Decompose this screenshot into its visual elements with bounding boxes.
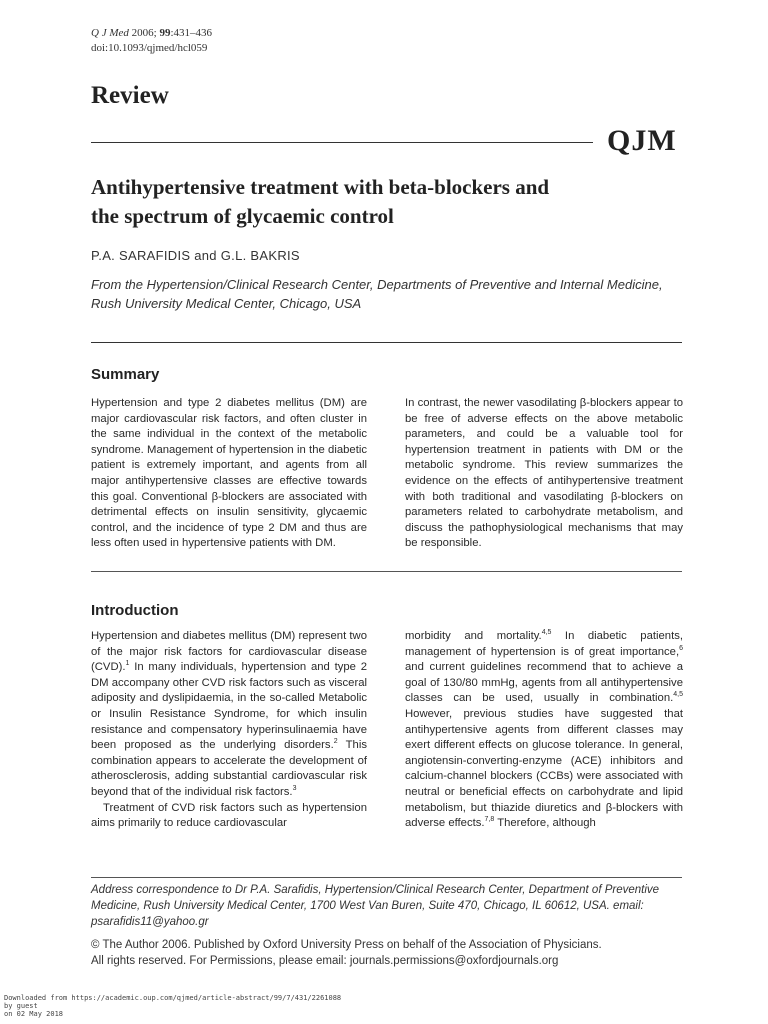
download-watermark [4, 994, 341, 1018]
text-run: This combination appears to accelerate the development of atherosclerosis, adding substantial cardiovascular risk beyond that of the individual risk factors. [91, 739, 368, 798]
journal-pages: :431–436 [170, 27, 212, 39]
citation-header [91, 26, 212, 56]
intro-paragraph-1 [91, 629, 367, 801]
journal-logo: QJM [607, 124, 677, 157]
download-line-3: on 02 May 2018 [4, 1010, 64, 1018]
citation-line [91, 26, 212, 41]
text-run: morbidity and mortality. [405, 630, 542, 642]
correspondence-address: Address correspondence to Dr P.A. Sarafidis, Hypertension/Clinical Research Center, Department of Preventive Medicine, Rush University Medical Center, 1700 West Van Buren, Suite 470, Chicago, IL 60612, USA. email: psarafidis11@yahoo.gr [91, 884, 660, 928]
affiliation [91, 275, 691, 313]
reference-marker: 3 [292, 784, 297, 792]
title-line-2: the spectrum of glycaemic control [91, 204, 394, 228]
reference-marker: 2 [333, 738, 338, 746]
text-run: and current guidelines recommend that to achieve a goal of 130/80 mmHg, agents from all antihypertensive classes can be used, usually in combination. [405, 661, 683, 705]
copyright-line-1: © The Author 2006. Published by Oxford University Press on behalf of the Association of Physicians. [91, 939, 602, 951]
intro-column-left [91, 629, 367, 832]
text-run: Therefore, although [494, 817, 596, 830]
affiliation-line-2: Rush University Medical Center, Chicago, USA [91, 296, 362, 311]
copyright-line-2: All rights reserved. For Permissions, please email: journals.permissions@oxfordjournals.org [91, 955, 559, 967]
doi: doi:10.1093/qjmed/hcl059 [91, 42, 208, 54]
authors: P.A. SARAFIDIS and G.L. BAKRIS [91, 248, 300, 263]
reference-marker: 1 [125, 660, 130, 668]
download-line-1: Downloaded from https://academic.oup.com/qjmed/article-abstract/99/7/431/2261088 [4, 994, 342, 1002]
intro-paragraph-3 [405, 629, 683, 832]
journal-name: Q J Med [91, 27, 129, 39]
summary-column-left [91, 396, 367, 552]
summary-column-right [405, 396, 683, 552]
download-line-2: by guest [4, 1002, 38, 1010]
article-title [91, 173, 691, 231]
summary-paragraph-2: In contrast, the newer vasodilating β-blockers appear to be free of adverse effects on the above metabolic parameters, and could be a valuable tool for hypertension treatment in patients with DM or the metabolic syndrome. This review summarizes the evidence on the effects of antihypertensive treatment with both traditional and vasodilating β-blockers on parameters related to carbohydrate metabolism, and discuss the pathophysiological mechanisms that may be responsible. [405, 397, 683, 550]
text-run: In diabetic patients, management of hypertension is of great importance, [405, 630, 684, 658]
reference-marker: 6 [679, 644, 683, 652]
text-run: In many individuals, hypertension and type 2 DM accompany other CVD risk factors such as visceral adiposity and dyslipidaemia, in the so-called Metabolic or Insulin Resistance Syndrome, for which insulin resistance and compensatory hyperinsulinaemia have been proposed as the underlying disorders. [91, 661, 367, 752]
summary-heading: Summary [91, 366, 160, 383]
journal-year: 2006; [131, 27, 157, 39]
reference-marker: 4,5 [541, 629, 552, 636]
intro-paragraph-2: Treatment of CVD risk factors such as hypertension aims primarily to reduce cardiovascular [91, 801, 367, 830]
header-rule [91, 142, 593, 143]
intro-column-right [405, 629, 683, 832]
summary-paragraph-1: Hypertension and type 2 diabetes mellitus (DM) are major cardiovascular risk factors, and often cluster in the same individual in the context of the metabolic syndrome. Management of hypertension in the diabetic patient is extremely important, and agents from all major antihypertensive classes are effective towards this goal. Conventional β-blockers are associated with detrimental effects on insulin sensitivity, glycaemic control, and the incidence of type 2 DM and thus are less often used in hypertensive patients with DM. [91, 397, 367, 550]
journal-volume: 99 [159, 27, 171, 39]
title-line-1: Antihypertensive treatment with beta-blockers and [91, 175, 550, 199]
reference-marker: 7,8 [484, 816, 495, 824]
copyright-notice [91, 937, 682, 969]
reference-marker: 4,5 [673, 691, 683, 699]
text-run: However, previous studies have suggested that antihypertensive agents from different classes may exert different effects on glucose tolerance. In general, angiotensin-converting-enzyme (ACE) inhibitors and calcium-channel blockers (CCBs) were associated with neutral or beneficial effects on carbohydrate and lipid metabolism, but thiazide diuretics and β-blockers with adverse effects. [405, 707, 683, 830]
summary-top-rule [91, 342, 682, 343]
section-label: Review [91, 82, 169, 109]
footnote-rule [91, 877, 682, 878]
introduction-heading: Introduction [91, 602, 179, 619]
summary-bottom-rule [91, 571, 682, 572]
affiliation-line-1: From the Hypertension/Clinical Research Center, Departments of Preventive and Internal Medicine, [91, 277, 663, 292]
text-run: Hypertension and diabetes mellitus (DM) represent two of the major risk factors for cardiovascular disease (CVD). [91, 630, 367, 674]
